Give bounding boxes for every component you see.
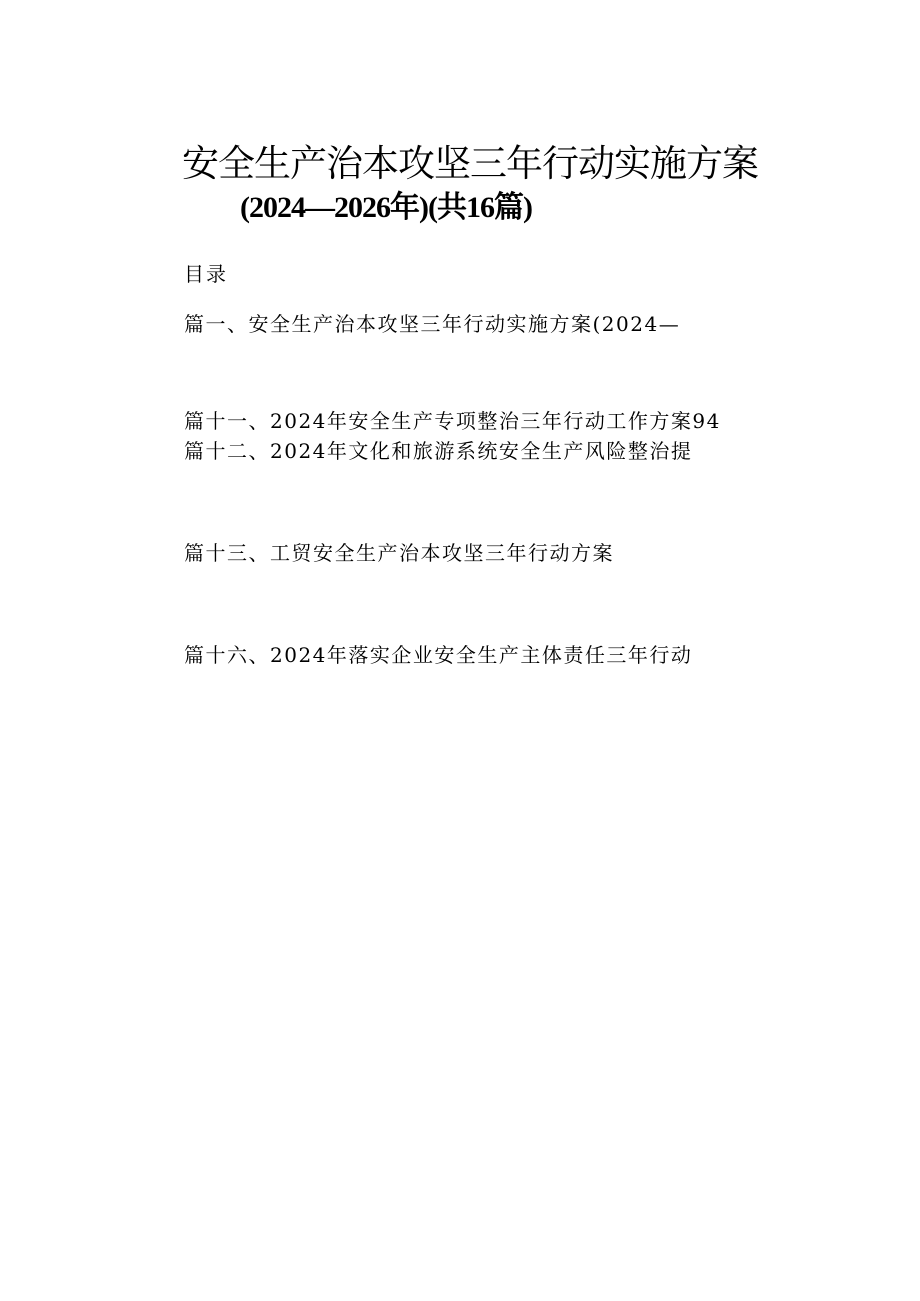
toc-item-16[interactable]: 篇十六、2024年落实企业安全生产主体责任三年行动 (184, 643, 693, 667)
toc-heading: 目录 (184, 262, 228, 286)
toc-item-13[interactable]: 篇十三、工贸安全生产治本攻坚三年行动方案 (184, 541, 614, 565)
toc-item-1[interactable]: 篇一、安全生产治本攻坚三年行动实施方案(2024— (184, 312, 681, 336)
toc-item-12[interactable]: 篇十二、2024年文化和旅游系统安全生产风险整治提 (184, 439, 693, 463)
document-title-line-2: (2024—2026年)(共16篇) (240, 191, 532, 224)
document-title-line-1: 安全生产治本攻坚三年行动实施方案 (182, 142, 758, 185)
toc-item-11[interactable]: 篇十一、2024年安全生产专项整治三年行动工作方案94 (184, 409, 721, 433)
